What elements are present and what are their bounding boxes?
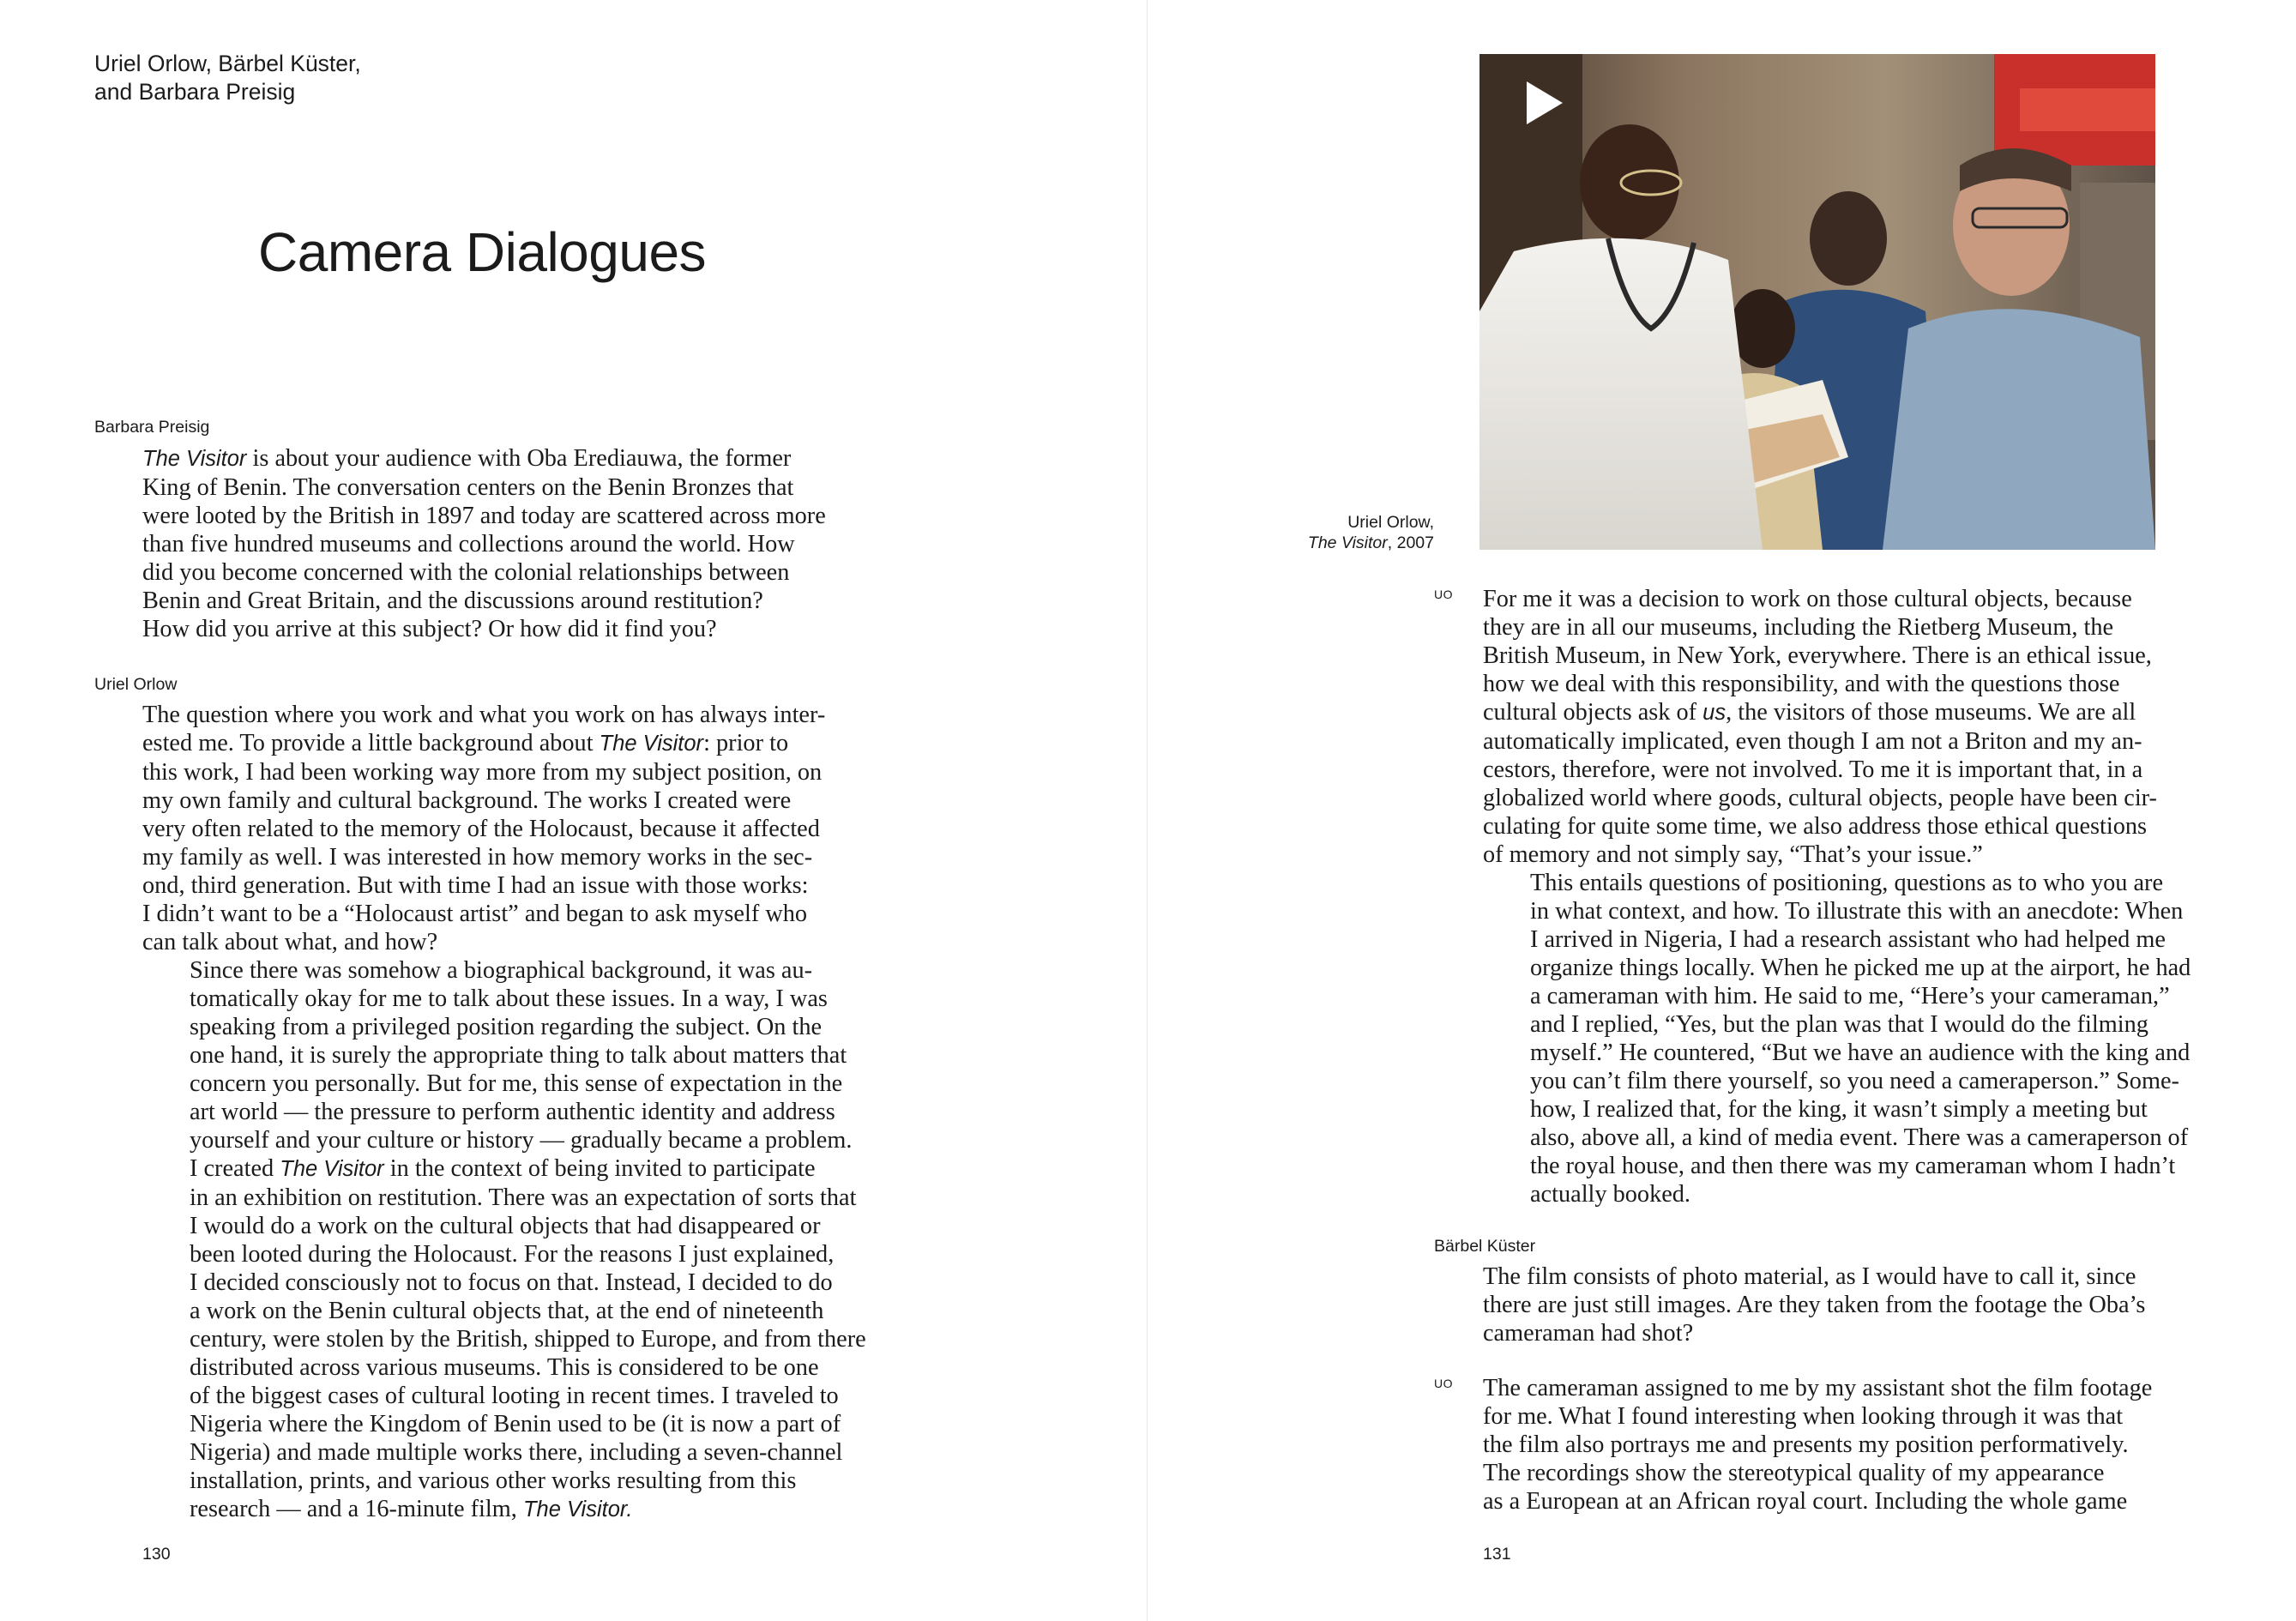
caption-artist: Uriel Orlow, <box>1347 513 1434 532</box>
caption-title: The Visitor <box>1307 533 1388 552</box>
text-line: my family as well. I was interested in how memory works in the sec- <box>142 844 813 871</box>
text-line: the film also portrays me and presents my position performatively. <box>1483 1431 2129 1458</box>
text-line: how we deal with this responsibility, and with the questions those <box>1483 671 2120 697</box>
answer-1 <box>142 701 867 1524</box>
text-line <box>142 729 867 758</box>
text-line: century, were stolen by the British, shipped to Europe, and from there <box>190 1326 866 1353</box>
caption-work <box>1149 533 1434 553</box>
text-line: you can’t film there yourself, so you need a cameraperson.” Some- <box>1530 1068 2179 1094</box>
speaker-label: Uriel Orlow <box>94 675 178 694</box>
text-span: I created <box>190 1155 280 1182</box>
text-line: very often related to the memory of the Holocaust, because it affected <box>142 816 820 842</box>
text-line: British Museum, in New York, everywhere. There is an ethical issue, <box>1483 642 2152 669</box>
text-line: yourself and your culture or history — gradually became a problem. <box>190 1127 853 1154</box>
text-line <box>142 1154 867 1184</box>
work-title: The Visitor <box>599 732 704 756</box>
paragraph <box>142 701 867 956</box>
text-line: The recordings show the stereotypical quality of my appearance <box>1483 1460 2105 1486</box>
text-line: The question where you work and what you work on has always inter- <box>142 702 826 728</box>
text-line: of the biggest cases of cultural looting in recent times. I traveled to <box>190 1383 839 1409</box>
text-line: art world — the pressure to perform authentic identity and address <box>190 1099 835 1125</box>
paragraph <box>1483 585 2208 869</box>
text-line: of memory and not simply say, “That’s your issue.” <box>1483 841 1983 868</box>
text-line: is about your audience with Oba Erediauwa, the former <box>246 445 792 472</box>
text-line: in what context, and how. To illustrate this with an anecdote: When <box>1530 898 2184 925</box>
text-line: Since there was somehow a biographical background, it was au- <box>190 957 813 984</box>
text-line: in an exhibition on restitution. There was an expectation of sorts that <box>190 1184 857 1211</box>
paragraph <box>142 956 867 1154</box>
text-span: : prior to <box>703 730 789 756</box>
caption-year: , 2007 <box>1387 533 1434 552</box>
text-span: research — and a 16-minute film, <box>190 1496 523 1522</box>
text-line: I would do a work on the cultural objects that had disappeared or <box>190 1213 821 1239</box>
text-line: distributed across various museums. This is considered to be one <box>190 1354 819 1381</box>
page-number: 130 <box>142 1545 171 1564</box>
text-line: how, I realized that, for the king, it wasn’t simply a meeting but <box>1530 1096 2148 1123</box>
text-line: organize things locally. When he picked me up at the airport, he had <box>1530 955 2191 981</box>
text-line: myself.” He countered, “But we have an audience with the king and <box>1530 1039 2191 1066</box>
photo-caption <box>1149 512 1434 553</box>
text-line: speaking from a privileged position regarding the subject. On the <box>190 1014 823 1040</box>
authors-line-1: Uriel Orlow, Bärbel Küster, <box>94 51 361 76</box>
text-line: and I replied, “Yes, but the plan was that I would do the filming <box>1530 1011 2148 1038</box>
text-line: globalized world where goods, cultural objects, people have been cir- <box>1483 785 2157 811</box>
text-line: my own family and cultural background. The works I created were <box>142 787 792 814</box>
question-2 <box>1483 1262 2208 1347</box>
text-line: The cameraman assigned to me by my assistant shot the film footage <box>1483 1375 2153 1401</box>
paragraph <box>1483 869 2208 1208</box>
speaker-abbr: UO <box>1434 1377 1453 1390</box>
text-line: a cameraman with him. He said to me, “Here’s your cameraman,” <box>1530 983 2170 1009</box>
text-line: also, above all, a kind of media event. There was a cameraperson of <box>1530 1124 2189 1151</box>
text-line: Benin and Great Britain, and the discussions around restitution? <box>142 588 763 614</box>
authors <box>94 50 361 106</box>
emphasis: us <box>1702 701 1727 725</box>
text-line: the royal house, and then there was my cameraman whom I hadn’t <box>1530 1153 2176 1179</box>
speaker-abbr: UO <box>1434 588 1453 601</box>
paragraph <box>142 1154 867 1524</box>
text-line: cestors, therefore, were not involved. To me it is important that, in a <box>1483 756 2143 783</box>
text-line: than five hundred museums and collections around the world. How <box>142 531 795 557</box>
text-line: were looted by the British in 1897 and today are scattered across more <box>142 503 826 529</box>
text-line: Nigeria where the Kingdom of Benin used to be (it is now a part of <box>190 1411 841 1437</box>
text-line: I arrived in Nigeria, I had a research assistant who had helped me <box>1530 926 2166 953</box>
text-line: actually booked. <box>1530 1181 1691 1208</box>
text-line: they are in all our museums, including the Rietberg Museum, the <box>1483 614 2114 641</box>
work-title: The Visitor <box>142 447 247 471</box>
text-line: cameraman had shot? <box>1483 1320 1694 1347</box>
text-span: in the context of being invited to participate <box>383 1155 816 1182</box>
play-icon[interactable] <box>1527 81 1563 124</box>
text-line: How did you arrive at this subject? Or how did it find you? <box>142 616 717 642</box>
text-line: as a European at an African royal court. Including the whole game <box>1483 1488 2128 1515</box>
text-line: For me it was a decision to work on those cultural objects, because <box>1483 586 2132 612</box>
answer-3 <box>1483 1374 2208 1516</box>
text-line <box>1483 698 2208 727</box>
text-line: I decided consciously not to focus on that. Instead, I decided to do <box>190 1269 833 1296</box>
text-line: for me. What I found interesting when looking through it was that <box>1483 1403 2124 1430</box>
text-line: King of Benin. The conversation centers on the Benin Bronzes that <box>142 474 794 501</box>
speaker-label: Bärbel Küster <box>1434 1237 1536 1256</box>
text-span: ested me. To provide a little background about <box>142 730 600 756</box>
page-number: 131 <box>1483 1545 1511 1564</box>
paragraph <box>1483 1262 2208 1347</box>
photo-illustration <box>1479 54 2155 550</box>
paragraph <box>1483 1374 2208 1516</box>
text-line: I didn’t want to be a “Holocaust artist” and began to ask myself who <box>142 901 808 927</box>
text-line: there are just still images. Are they taken from the footage the Oba’s <box>1483 1292 2146 1318</box>
text-line: This entails questions of positioning, questions as to who you are <box>1530 870 2164 896</box>
text-line: ond, third generation. But with time I had an issue with those works: <box>142 872 809 899</box>
text-line: Nigeria) and made multiple works there, including a seven-channel <box>190 1439 843 1466</box>
page-title: Camera Dialogues <box>258 221 707 283</box>
text-line: this work, I had been working way more from my subject position, on <box>142 759 823 786</box>
text-line: tomatically okay for me to talk about these issues. In a way, I was <box>190 985 828 1012</box>
answer-2 <box>1483 585 2208 1208</box>
film-still-photo <box>1479 54 2155 550</box>
text-line: culating for quite some time, we also address those ethical questions <box>1483 813 2148 840</box>
work-title: The Visitor <box>280 1157 384 1181</box>
text-line: automatically implicated, even though I am not a Briton and my an- <box>1483 728 2142 755</box>
text-line: did you become concerned with the colonial relationships between <box>142 559 790 586</box>
text-span: , the visitors of those museums. We are all <box>1726 699 2136 726</box>
text-line: installation, prints, and various other works resulting from this <box>190 1467 797 1494</box>
text-span: cultural objects ask of <box>1483 699 1703 726</box>
text-line: one hand, it is surely the appropriate thing to talk about matters that <box>190 1042 847 1069</box>
authors-line-2: and Barbara Preisig <box>94 79 296 105</box>
speaker-label: Barbara Preisig <box>94 418 210 437</box>
text-line: a work on the Benin cultural objects that, at the end of nineteenth <box>190 1298 824 1324</box>
text-line: can talk about what, and how? <box>142 929 438 955</box>
text-line <box>142 1495 867 1524</box>
text-line: been looted during the Holocaust. For the reasons I just explained, <box>190 1241 835 1268</box>
question-1 <box>142 444 867 643</box>
work-title: The Visitor. <box>522 1497 633 1522</box>
text-line: concern you personally. But for me, this sense of expectation in the <box>190 1070 843 1097</box>
text-line: The film consists of photo material, as I would have to call it, since <box>1483 1263 2136 1290</box>
